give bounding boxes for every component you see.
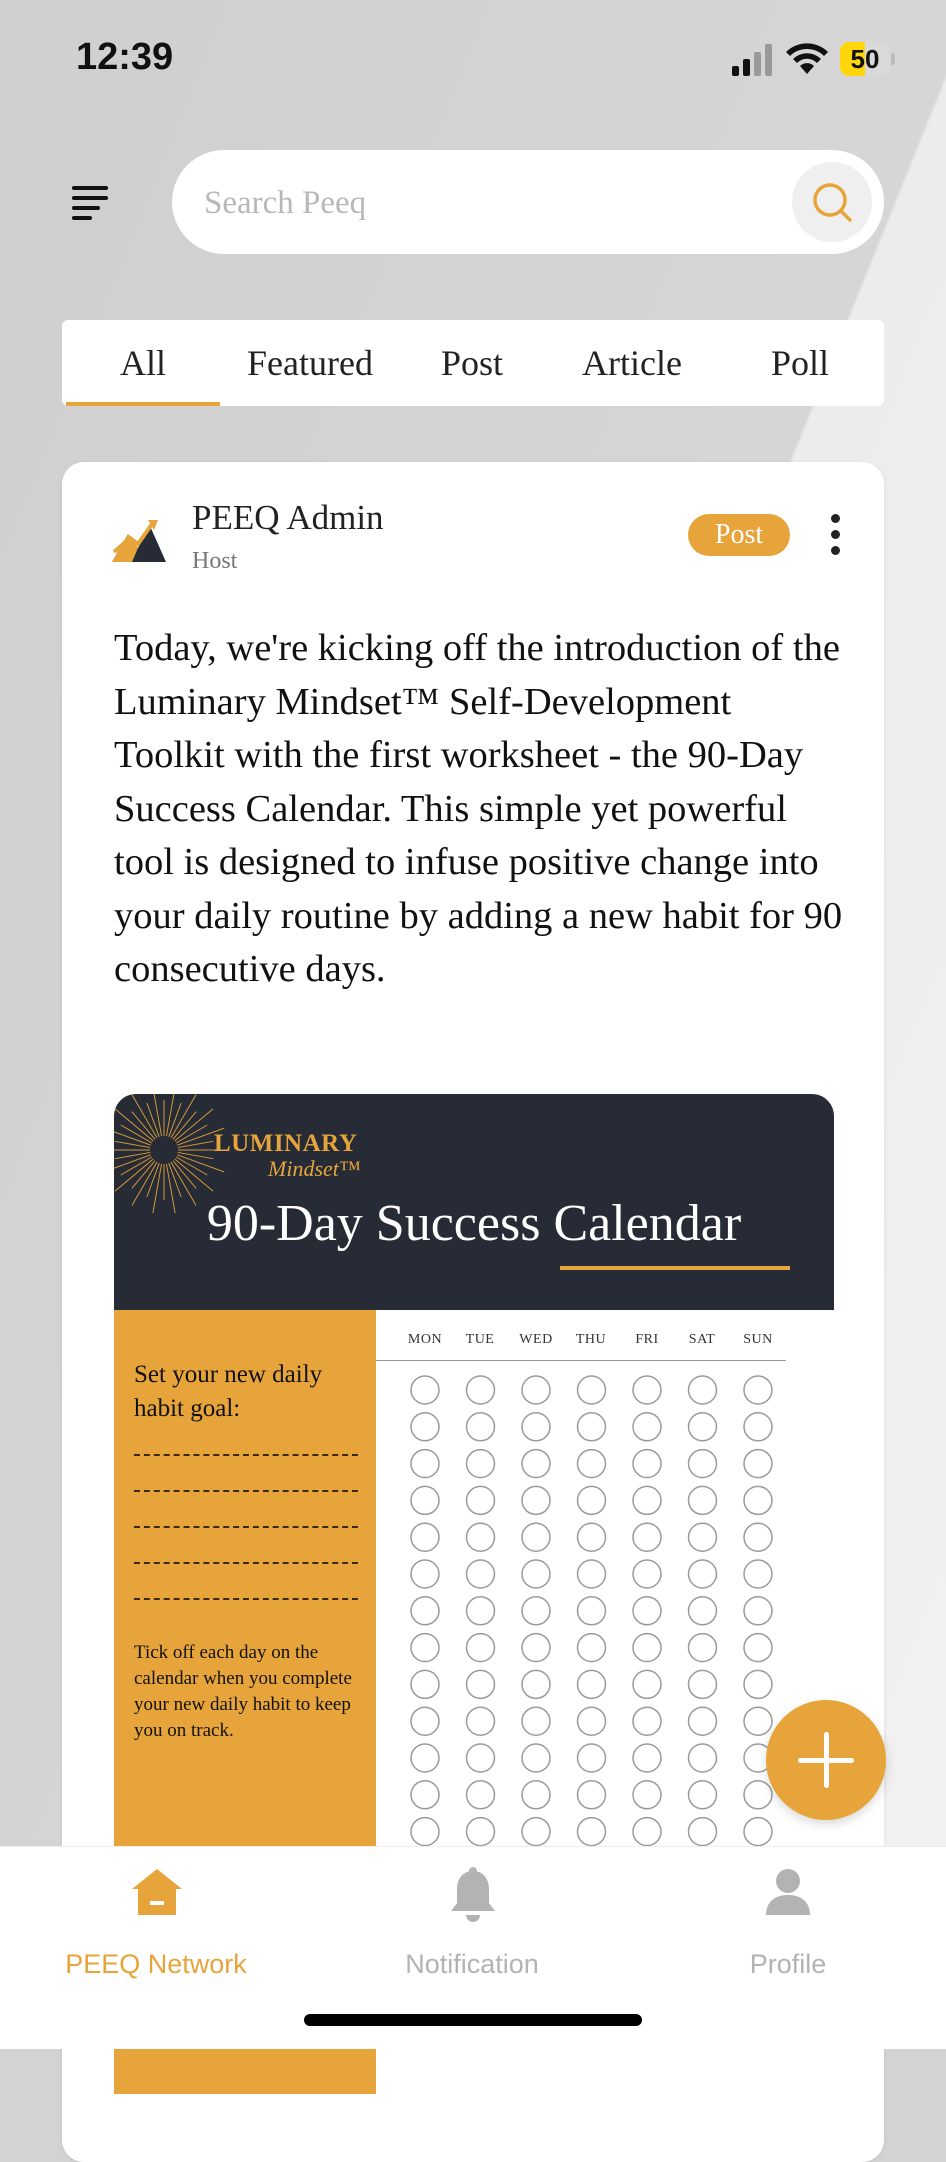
day-checkbox	[411, 1744, 439, 1772]
goal-label: Set your new daily habit goal:	[134, 1361, 323, 1422]
day-checkbox	[633, 1523, 661, 1551]
title-underline	[560, 1266, 790, 1270]
status-time: 12:39	[76, 36, 174, 78]
day-checkbox	[633, 1450, 661, 1478]
nav-profile[interactable]	[668, 1847, 908, 1997]
day-checkbox	[411, 1523, 439, 1551]
battery-icon	[840, 42, 896, 76]
day-checkbox	[467, 1634, 495, 1662]
status-bar	[0, 0, 946, 120]
search-button[interactable]	[792, 162, 872, 242]
post-body: Today, we're kicking off the introduction of the Luminary Mindset™ Self-Development Toolkit with the first worksheet - the 90-Day Success Calendar. This simple yet powerful tool is designed to infuse positive change into your daily routine by adding a new habit for 90 consecutive days.	[114, 627, 843, 990]
day-checkbox	[633, 1781, 661, 1809]
battery-level: 50	[850, 44, 880, 74]
day-checkbox	[578, 1670, 606, 1698]
author-role: Host	[192, 548, 238, 574]
day-checkbox	[522, 1670, 550, 1698]
day-checkbox	[467, 1560, 495, 1588]
nav-label: PEEQ Network	[65, 1949, 247, 1979]
day-checkbox	[578, 1781, 606, 1809]
day-checkbox	[411, 1781, 439, 1809]
day-checkbox	[467, 1376, 495, 1404]
day-checkbox	[689, 1818, 717, 1846]
day-checkbox	[467, 1707, 495, 1735]
day-checkbox	[578, 1707, 606, 1735]
filter-tabs	[62, 320, 884, 406]
day-checkbox	[633, 1376, 661, 1404]
menu-icon[interactable]	[70, 182, 112, 224]
day-checkbox	[744, 1818, 772, 1846]
day-checkbox	[633, 1634, 661, 1662]
day-checkbox	[744, 1707, 772, 1735]
goal-line	[134, 1598, 358, 1600]
day-checkbox	[411, 1486, 439, 1514]
day-checkbox	[633, 1560, 661, 1588]
nav-label: Notification	[405, 1949, 539, 1979]
tab-post[interactable]: Post	[440, 343, 504, 383]
goal-line	[134, 1526, 358, 1528]
day-checkbox	[633, 1413, 661, 1441]
day-header: WED	[519, 1332, 553, 1347]
goal-line	[134, 1454, 358, 1456]
day-checkbox	[633, 1707, 661, 1735]
cellular-signal-icon	[732, 44, 774, 76]
day-checkbox	[522, 1781, 550, 1809]
day-checkbox	[578, 1597, 606, 1625]
day-checkbox	[467, 1744, 495, 1772]
day-checkbox	[411, 1634, 439, 1662]
day-checkbox	[467, 1523, 495, 1551]
worksheet-title: 90-Day Success Calendar	[206, 1195, 742, 1252]
day-checkbox	[633, 1670, 661, 1698]
tab-all[interactable]: All	[119, 343, 166, 383]
day-checkbox	[411, 1560, 439, 1588]
peeq-logo-avatar	[108, 508, 172, 572]
day-checkbox	[744, 1486, 772, 1514]
day-checkbox	[578, 1634, 606, 1662]
day-checkbox	[578, 1818, 606, 1846]
day-checkbox	[522, 1376, 550, 1404]
more-options-icon[interactable]	[826, 510, 846, 560]
day-checkbox	[578, 1523, 606, 1551]
day-checkbox	[689, 1376, 717, 1404]
day-checkbox	[467, 1818, 495, 1846]
day-checkbox	[578, 1486, 606, 1514]
day-checkbox	[522, 1413, 550, 1441]
nav-peeq-network[interactable]	[36, 1847, 276, 1997]
instruction-text: Tick off each day on the calendar when you complete your new daily habit to keep you on track.	[134, 1642, 352, 1741]
day-checkbox	[578, 1744, 606, 1772]
bell-icon	[448, 1867, 498, 1923]
day-checkbox	[578, 1413, 606, 1441]
day-checkbox	[689, 1670, 717, 1698]
search-icon	[810, 180, 854, 224]
author-name[interactable]: PEEQ Admin	[192, 498, 384, 537]
day-checkbox	[744, 1781, 772, 1809]
day-checkbox	[633, 1486, 661, 1514]
day-checkbox	[522, 1744, 550, 1772]
goal-line	[134, 1562, 358, 1564]
day-checkbox	[744, 1670, 772, 1698]
day-checkbox	[522, 1597, 550, 1625]
worksheet-brand-sub: Mindset™	[268, 1156, 361, 1181]
day-checkbox	[689, 1597, 717, 1625]
day-checkbox	[689, 1413, 717, 1441]
day-checkbox	[411, 1413, 439, 1441]
day-checkbox	[689, 1486, 717, 1514]
day-checkbox	[633, 1597, 661, 1625]
search-input[interactable]	[202, 170, 766, 236]
nav-label: Profile	[749, 1949, 827, 1979]
day-checkbox	[522, 1486, 550, 1514]
tab-featured[interactable]: Featured	[247, 343, 373, 383]
day-checkbox	[411, 1450, 439, 1478]
day-checkbox	[689, 1744, 717, 1772]
day-checkbox	[522, 1634, 550, 1662]
day-checkbox	[522, 1450, 550, 1478]
day-checkbox	[467, 1413, 495, 1441]
active-tab-indicator	[66, 402, 220, 406]
day-checkbox	[689, 1707, 717, 1735]
day-header: FRI	[635, 1332, 659, 1347]
day-checkbox	[467, 1781, 495, 1809]
day-checkbox	[467, 1450, 495, 1478]
day-checkbox	[744, 1413, 772, 1441]
day-checkbox	[578, 1376, 606, 1404]
day-checkbox	[744, 1597, 772, 1625]
day-checkbox	[578, 1450, 606, 1478]
day-checkbox	[633, 1744, 661, 1772]
worksheet-header	[114, 1094, 834, 1310]
tab-poll[interactable]: Poll	[770, 343, 830, 383]
day-checkbox	[689, 1523, 717, 1551]
day-checkbox	[578, 1560, 606, 1588]
day-checkbox	[522, 1523, 550, 1551]
profile-icon	[764, 1867, 812, 1917]
day-checkbox	[744, 1560, 772, 1588]
wifi-icon	[786, 40, 828, 76]
day-checkbox	[689, 1450, 717, 1478]
home-icon	[130, 1867, 184, 1917]
day-checkbox	[744, 1376, 772, 1404]
day-header: THU	[575, 1332, 607, 1347]
day-checkbox	[689, 1634, 717, 1662]
day-checkbox	[744, 1523, 772, 1551]
day-checkbox	[411, 1376, 439, 1404]
day-checkbox	[744, 1450, 772, 1478]
day-checkbox	[522, 1560, 550, 1588]
day-checkbox	[522, 1818, 550, 1846]
home-indicator	[304, 2014, 642, 2026]
day-checkbox	[744, 1634, 772, 1662]
day-checkbox	[689, 1560, 717, 1588]
day-header: SUN	[743, 1332, 773, 1347]
worksheet-brand: LUMINARY	[214, 1130, 358, 1157]
day-checkbox	[467, 1486, 495, 1514]
day-checkbox	[522, 1707, 550, 1735]
search-bar	[172, 150, 884, 254]
day-checkbox	[633, 1818, 661, 1846]
day-checkbox	[411, 1597, 439, 1625]
day-checkbox	[411, 1707, 439, 1735]
add-post-button[interactable]	[766, 1700, 886, 1820]
post-type-badge: Post	[688, 514, 790, 556]
day-checkbox	[411, 1670, 439, 1698]
day-header: TUE	[465, 1332, 495, 1347]
day-checkbox	[411, 1818, 439, 1846]
day-checkbox	[689, 1781, 717, 1809]
day-checkbox	[467, 1670, 495, 1698]
tab-article[interactable]: Article	[582, 343, 682, 383]
day-header: MON	[407, 1332, 443, 1347]
goal-line	[134, 1490, 358, 1492]
day-header: SAT	[688, 1332, 716, 1347]
day-checkbox	[467, 1597, 495, 1625]
nav-notification[interactable]	[352, 1847, 592, 1997]
